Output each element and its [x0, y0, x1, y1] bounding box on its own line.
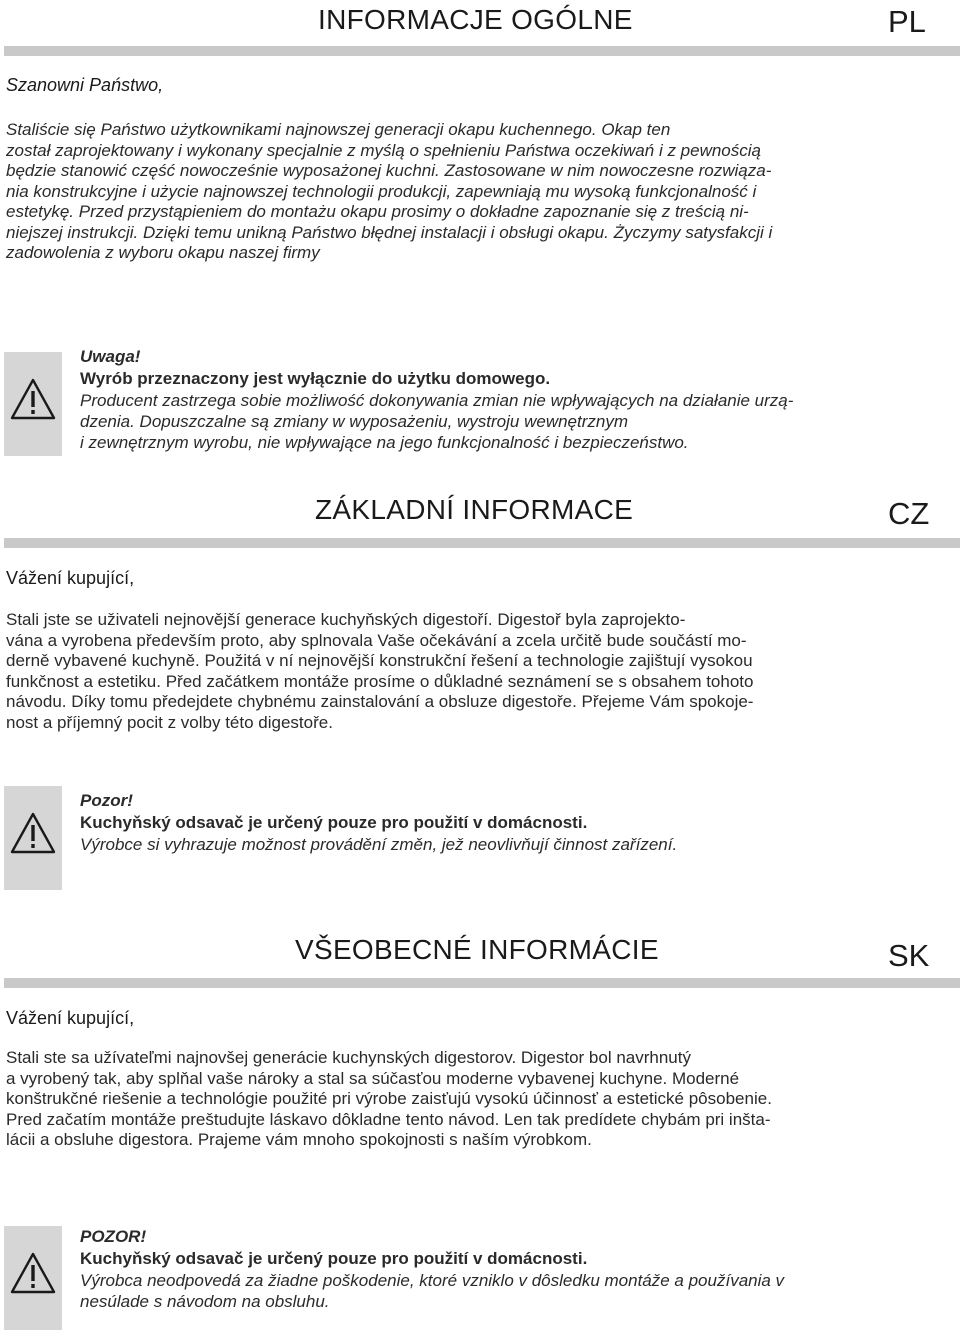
warning-heading: Pozor! [80, 791, 133, 810]
warning-description: Producent zastrzega sobie możliwość dokonywania zmian nie wpływających na działanie urzą- dzenia. Dopuszczalne są zmiany w wyposażeniu, wystroju wewnętrznym i zewnętrznym wyrobu, nie wpływające na jego funkcjonalność i bezpieczeństwo. [80, 391, 794, 452]
language-code: PL [888, 4, 926, 39]
warning-heading: Uwaga! [80, 347, 141, 366]
section-title: ZÁKLADNÍ INFORMACE [315, 494, 634, 525]
intro-paragraph: Stali jste se uživateli nejnovější generace kuchyňských digestoří. Digestoř byla zaprojekto- vána a vyrobena především proto, aby splnovala Vaše očekávání a zcela určitě bude součástí mo- derně vybavené kuchyně. Použitá v ní nejnovější konstrukční řešení a technologie zajištují vysokou funkčnost a estetiku. Před začátkem montáže prosíme o důkladné seznámení se s obsahem tohoto návodu. Díky tomu předejdete chybnému zainstalování a obsluze digestoře. Přejeme Vám spokoje- nost a příjemný pocit z volby této digestoře. [6, 610, 754, 732]
header-rule [4, 978, 960, 988]
language-code: CZ [888, 496, 930, 531]
section-title: INFORMACJE OGÓLNE [318, 4, 633, 35]
warning-heading: POZOR! [80, 1227, 147, 1246]
section-title: VŠEOBECNÉ INFORMÁCIE [295, 934, 659, 965]
warning-description: Výrobca neodpovedá za žiadne poškodenie, ktoré vzniklo v dôsledku montáže a používania v nesúlade s návodom na obsluhu. [80, 1271, 785, 1311]
warning-panel [4, 1226, 62, 1330]
salutation: Vážení kupující, [6, 568, 135, 588]
warning-bold-text: Kuchyňský odsavač je určený pouze pro použití v domácnosti. [80, 813, 588, 832]
warning-triangle-icon [10, 1252, 56, 1294]
intro-paragraph: Stali ste sa užívateľmi najnovšej generácie kuchynských digestorov. Digestor bol navrhnutý a vyrobený tak, aby splňal vaše nároky a stal sa súčasťou moderne vybavenej kuchyne. Moderné konštrukčné riešenie a technológie použité pri výrobe zaisťujú vysokú účinnosť a estetické pôsobenie. Pred začatím montáže preštudujte láskavo dôkladne tento návod. Len tak predídete chybám pri inšta- lácii a obsluhe digestora. Prajeme vám mnoho spokojnosti s naším výrobkom. [6, 1048, 772, 1149]
warning-description: Výrobce si vyhrazuje možnost provádění změn, jež neovlivňují činnost zařízení. [80, 835, 678, 854]
warning-bold-text: Wyrób przeznaczony jest wyłącznie do użytku domowego. [80, 369, 551, 388]
intro-paragraph: Staliście się Państwo użytkownikami najnowszej generacji okapu kuchennego. Okap ten został zaprojektowany i wykonany specjalnie z myślą o spełnieniu Państwa oczekiwań i z pewnością będzie stanowić część nowocześnie wyposażonej kuchni. Zastosowane w nim nowoczesne rozwiąza- nia konstrukcyjne i użycie najnowszej technologii produkcji, zapewniają mu wysoką funkcjonalność i estetykę. Przed przystąpieniem do montażu okapu prosimy o dokładne zapoznanie się z treścią ni- niejszej instrukcji. Dzięki temu unikną Państwo błędnej instalacji i obsługi okapu. Życzymy satysfakcji i zadowolenia z wyboru okapu naszej firmy [6, 120, 773, 262]
salutation: Szanowni Państwo, [6, 75, 164, 95]
warning-bold-text: Kuchyňský odsavač je určený pouze pro použití v domácnosti. [80, 1249, 588, 1268]
language-code: SK [888, 938, 930, 973]
salutation: Vážení kupující, [6, 1008, 135, 1028]
